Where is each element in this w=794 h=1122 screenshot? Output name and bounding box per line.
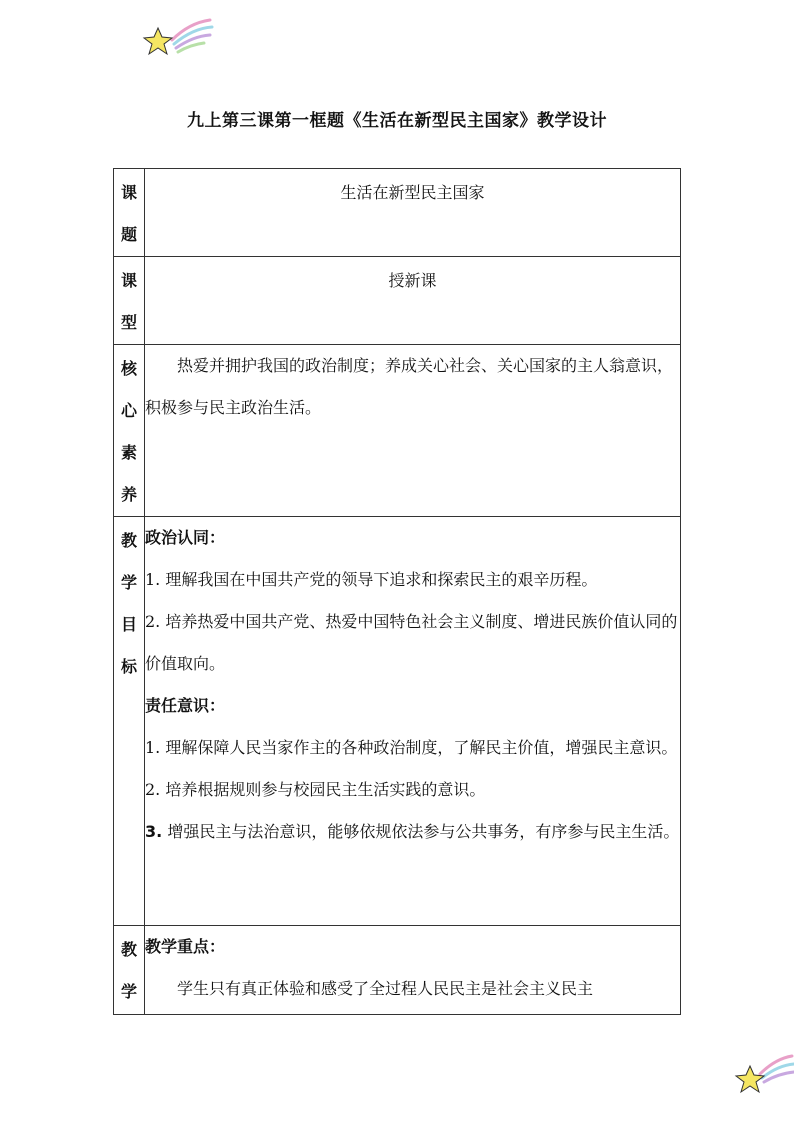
row-label: 课 型 bbox=[114, 257, 145, 345]
row-content bbox=[145, 345, 681, 517]
table-row-topic bbox=[114, 169, 681, 257]
section-heading: 责任意识： bbox=[145, 696, 226, 715]
table-row-core-literacy bbox=[114, 345, 681, 517]
table-row-key-points bbox=[114, 926, 681, 1015]
row-label: 核 心 素 养 bbox=[114, 345, 145, 517]
list-item: 2. 培养热爱中国共产党、热爱中国特色社会主义制度、增进民族价值认同的价值取向。 bbox=[145, 612, 678, 673]
row-content bbox=[145, 926, 681, 1015]
list-item: 2. 培养根据规则参与校园民主生活实践的意识。 bbox=[145, 780, 486, 799]
core-literacy-text: 热爱并拥护我国的政治制度；养成关心社会、关心国家的主人翁意识，积极参与民主政治生活。 bbox=[145, 356, 674, 417]
type-text: 授新课 bbox=[388, 271, 437, 290]
table-row-type bbox=[114, 257, 681, 345]
section-heading: 政治认同： bbox=[145, 528, 226, 547]
topic-text: 生活在新型民主国家 bbox=[340, 183, 485, 202]
shooting-star-icon bbox=[138, 14, 214, 60]
table-row-objectives bbox=[114, 517, 681, 926]
list-item: 1. 理解保障人民当家作主的各种政治制度，了解民主价值，增强民主意识。 bbox=[145, 738, 678, 757]
row-content bbox=[145, 517, 681, 926]
document-title: 九上第三课第一框题《生活在新型民主国家》教学设计 bbox=[187, 111, 607, 131]
section-heading: 教学重点： bbox=[145, 937, 226, 956]
row-label: 教 学 bbox=[114, 926, 145, 1015]
row-label: 课 题 bbox=[114, 169, 145, 257]
row-label: 教 学 目 标 bbox=[114, 517, 145, 926]
list-item: 3. 增强民主与法治意识，能够依规依法参与公共事务，有序参与民主生活。 bbox=[145, 822, 680, 841]
row-content bbox=[145, 257, 681, 345]
shooting-star-icon bbox=[734, 1044, 794, 1098]
row-content bbox=[145, 169, 681, 257]
list-item: 1. 理解我国在中国共产党的领导下追求和探索民主的艰辛历程。 bbox=[145, 570, 598, 589]
lesson-plan-table bbox=[113, 168, 681, 1015]
key-points-text: 学生只有真正体验和感受了全过程人民民主是社会主义民主 bbox=[177, 979, 594, 998]
